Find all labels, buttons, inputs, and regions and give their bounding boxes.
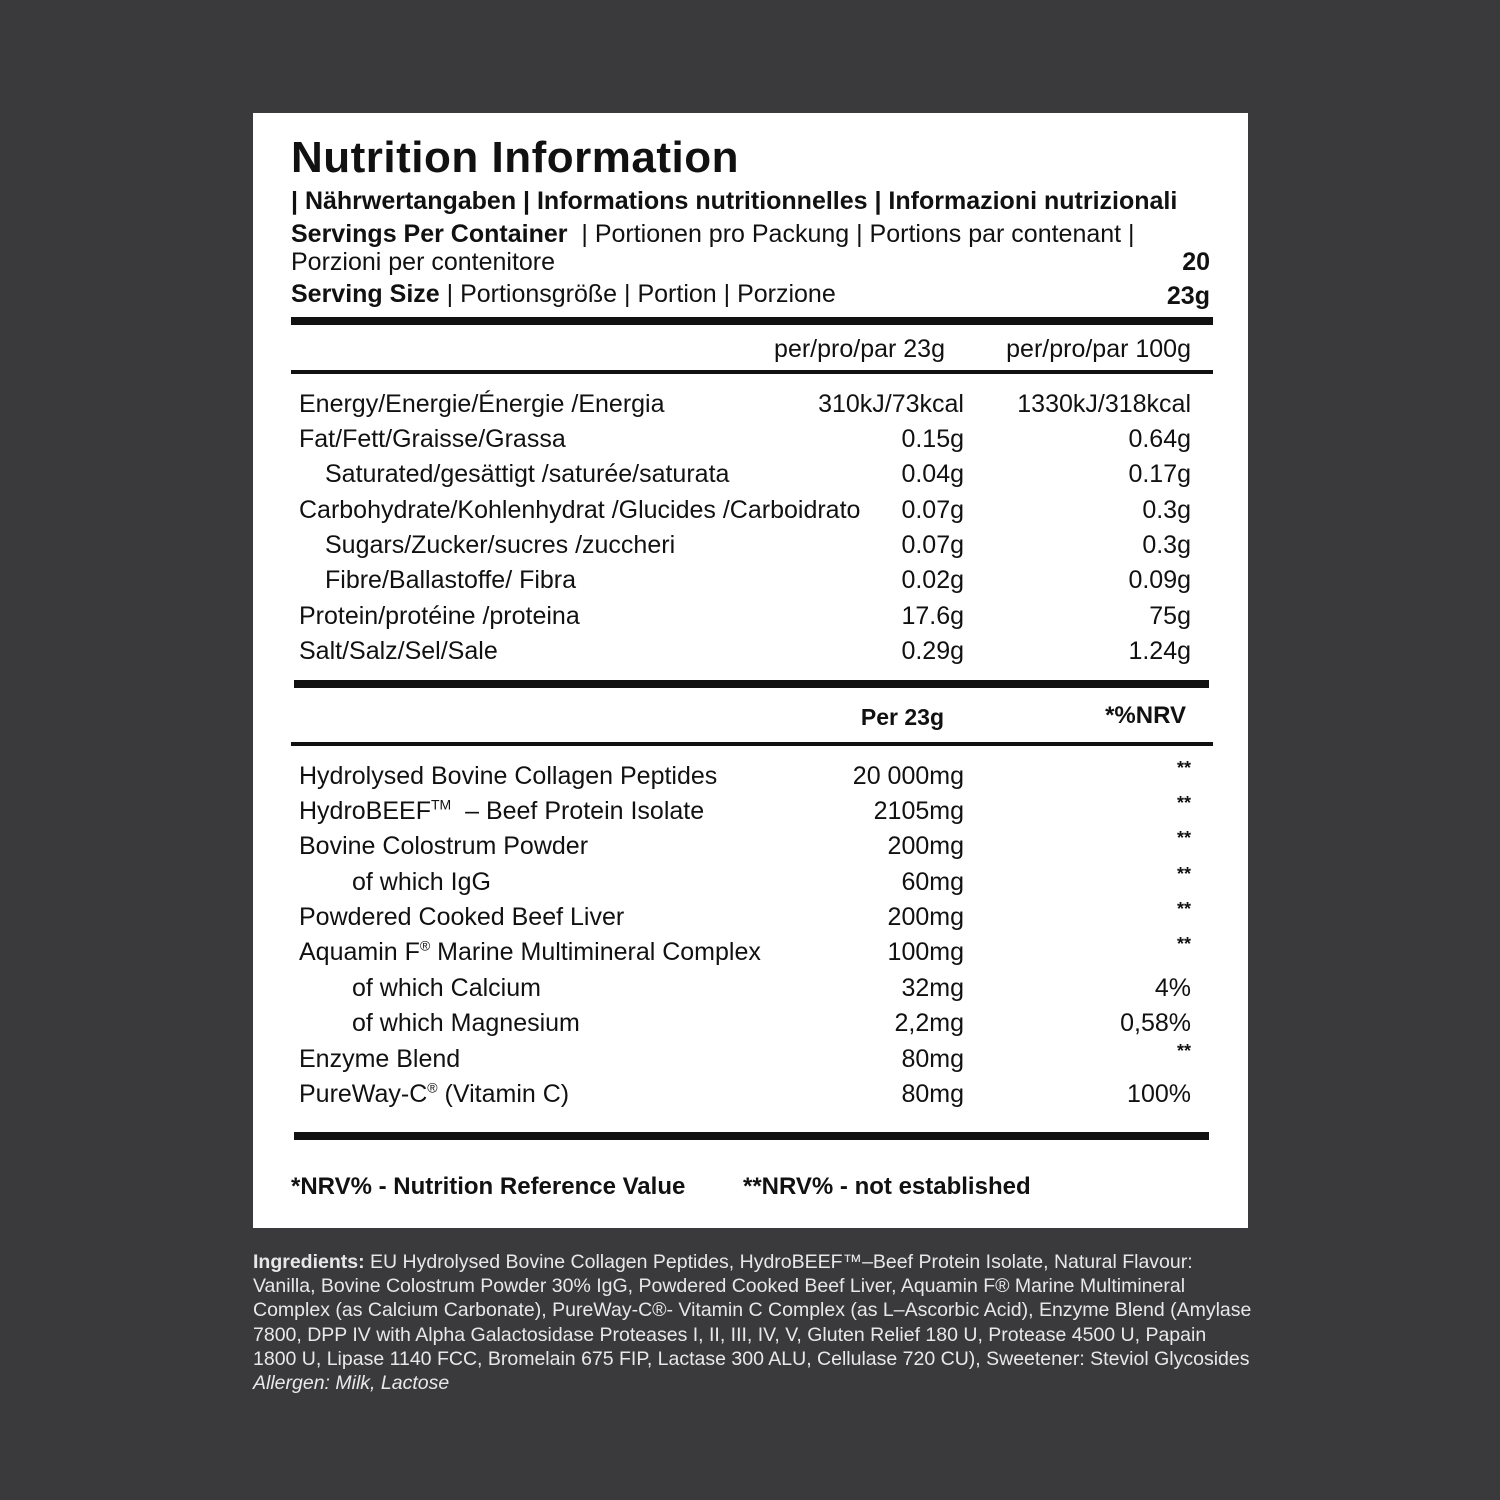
nutrition-row (253, 390, 1248, 426)
active-ingredient-row (253, 1009, 1248, 1045)
footnote-not-established: **NRV% - not established (743, 1173, 1031, 1200)
nutrition-panel (253, 113, 1248, 1228)
nutrition-row (253, 602, 1248, 638)
active-ingredient-row (253, 974, 1248, 1010)
active-ingredient-row (253, 864, 1248, 904)
active-ingredient-label (299, 1080, 569, 1109)
per-100g-value: 0.3g (1142, 496, 1191, 524)
trademark-mark: TM (430, 796, 452, 813)
per-100g-value: 0.17g (1128, 460, 1191, 488)
amount-per-serving: 60mg (901, 868, 964, 896)
per-100g-value: 75g (1149, 602, 1191, 630)
per-100g-value: 1.24g (1128, 637, 1191, 665)
per-serving-value: 310kJ/73kcal (818, 390, 964, 418)
ingredients-text: EU Hydrolysed Bovine Collagen Peptides, HydroBEEF™–Beef Protein Isolate, Natural Flavour: Vanilla, Bovine Colostrum Powder 30% IgG, Powdered Cooked Beef Liver, Aquamin F® Marine Multimineral Complex (as Calcium Carbonate), PureWay-C®- Vitamin C Complex (as L–Ascorbic Acid), Enzyme Blend (Amylase 7800, DPP IV with Alpha Galactosidase Proteases I, II, III, IV, V, Gluten Relief 180 U, Protease 4500 U, Papain 1800 U, Lipase 1140 FCC, Bromelain 675 FIP, Lactase 300 ALU, Cellulase 720 CU), Sweetener: Steviol Glycosides (253, 1251, 1252, 1370)
active-ingredient-row (253, 793, 1248, 833)
active-ingredient-row (253, 1080, 1248, 1116)
servings-per-container-label (291, 220, 1135, 249)
ingredient-name: Hydrolysed Bovine Collagen Peptides (299, 762, 718, 790)
serving-size-value: 23g (1166, 282, 1210, 310)
ingredient-name: PureWay-C (299, 1080, 428, 1108)
active-ingredient-label (352, 868, 491, 897)
active-ingredient-label (299, 797, 704, 826)
nutrient-label: Fibre/Ballastoffe/ Fibra (325, 566, 577, 594)
nrv-value: 4% (1154, 974, 1191, 1002)
ingredient-name: HydroBEEF (299, 797, 431, 825)
per-serving-value: 0.07g (901, 496, 964, 524)
nutrient-label: Protein/protéine /proteina (299, 602, 580, 630)
servings-label-translations: | Portionen pro Packung | Portions par contenant | (581, 220, 1135, 248)
nrv-value: ** (1176, 934, 1191, 954)
nutrition-row (253, 637, 1248, 673)
per-serving-value: 17.6g (901, 602, 964, 630)
active-ingredient-row (253, 758, 1248, 798)
ingredient-name-suffix: – Beef Protein Isolate (451, 797, 705, 825)
nutrition-row (253, 425, 1248, 461)
ingredient-name-suffix: (Vitamin C) (437, 1080, 570, 1108)
ingredient-name: of which IgG (352, 868, 491, 896)
thick-divider (291, 317, 1213, 325)
nutrition-row (253, 531, 1248, 567)
nrv-value: 100% (1127, 1080, 1191, 1108)
col-header-per-serving: per/pro/par 23g (774, 335, 945, 363)
col-header-per-23g: Per 23g (860, 704, 944, 730)
active-ingredient-row (253, 828, 1248, 868)
amount-per-serving: 80mg (901, 1080, 964, 1108)
active-ingredient-row (253, 899, 1248, 939)
nutrition-row (253, 496, 1248, 532)
allergen-statement: Allergen: Milk, Lactose (253, 1372, 450, 1395)
active-ingredient-label (352, 974, 541, 1003)
ingredient-name-suffix: Marine Multimineral Complex (430, 938, 761, 966)
per-100g-value: 0.09g (1128, 566, 1191, 594)
trademark-mark: ® (419, 937, 431, 954)
ingredient-name: of which Calcium (352, 974, 541, 1002)
nutrient-label: Salt/Salz/Sel/Sale (299, 637, 498, 665)
ingredient-name: Aquamin F (299, 938, 420, 966)
divider (291, 370, 1213, 374)
nutrient-label: Fat/Fett/Graisse/Grassa (299, 425, 566, 453)
active-ingredient-label (299, 762, 717, 791)
nrv-value: ** (1176, 793, 1191, 813)
amount-per-serving: 32mg (901, 974, 964, 1002)
amount-per-serving: 80mg (901, 1045, 964, 1073)
ingredient-name: of which Magnesium (352, 1009, 580, 1037)
page-title: Nutrition Information (291, 133, 739, 182)
nutrient-label: Sugars/Zucker/sucres /zuccheri (325, 531, 676, 559)
nutrient-label: Energy/Energie/Énergie /Energia (299, 390, 665, 418)
active-ingredient-label (299, 938, 761, 967)
col-header-nrv: *%NRV (1105, 702, 1186, 729)
nrv-value: ** (1176, 828, 1191, 848)
active-ingredient-row (253, 934, 1248, 974)
footnote-nrv: *NRV% - Nutrition Reference Value (291, 1173, 686, 1200)
amount-per-serving: 20 000mg (852, 762, 964, 790)
nrv-value: ** (1176, 864, 1191, 884)
servings-value: 20 (1182, 248, 1210, 276)
amount-per-serving: 200mg (887, 832, 964, 860)
thick-divider (294, 1132, 1209, 1140)
amount-per-serving: 200mg (887, 903, 964, 931)
per-serving-value: 0.04g (901, 460, 964, 488)
divider (291, 742, 1213, 746)
nrv-value: ** (1176, 758, 1191, 778)
amount-per-serving: 2,2mg (894, 1009, 964, 1037)
amount-per-serving: 2105mg (873, 797, 964, 825)
serving-size-label-bold: Serving Size (291, 280, 440, 308)
servings-label-line2: Porzioni per contenitore (291, 248, 556, 276)
active-ingredient-row (253, 1041, 1248, 1081)
ingredient-name: Powdered Cooked Beef Liver (299, 903, 625, 931)
nrv-value: 0,58% (1120, 1009, 1191, 1037)
multilingual-subtitle: | Nährwertangaben | Informations nutritionnelles | Informazioni nutrizionali (291, 187, 1178, 215)
ingredient-name: Bovine Colostrum Powder (299, 832, 589, 860)
servings-label-bold: Servings Per Container (291, 220, 568, 248)
active-ingredient-label (352, 1009, 580, 1038)
thick-divider (294, 680, 1209, 688)
per-100g-value: 1330kJ/318kcal (1017, 390, 1191, 418)
active-ingredient-label (299, 903, 624, 932)
col-header-per-100g: per/pro/par 100g (1006, 335, 1191, 363)
nrv-value: ** (1176, 899, 1191, 919)
active-ingredient-label (299, 1045, 460, 1074)
ingredients-block (253, 1250, 1253, 1395)
nutrient-label: Saturated/gesättigt /saturée/saturata (325, 460, 730, 488)
ingredients-lead: Ingredients: (253, 1251, 365, 1273)
serving-size-label (291, 280, 836, 309)
per-serving-value: 0.15g (901, 425, 964, 453)
nrv-value: ** (1176, 1041, 1191, 1061)
per-100g-value: 0.64g (1128, 425, 1191, 453)
ingredient-name: Enzyme Blend (299, 1045, 461, 1073)
per-serving-value: 0.29g (901, 637, 964, 665)
active-ingredient-label (299, 832, 588, 861)
amount-per-serving: 100mg (887, 938, 964, 966)
serving-size-label-translations: | Portionsgröße | Portion | Porzione (446, 280, 836, 308)
per-100g-value: 0.3g (1142, 531, 1191, 559)
per-serving-value: 0.07g (901, 531, 964, 559)
per-serving-value: 0.02g (901, 566, 964, 594)
nutrition-row (253, 460, 1248, 496)
nutrition-row (253, 566, 1248, 602)
nutrient-label: Carbohydrate/Kohlenhydrat /Glucides /Carboidrato (299, 496, 861, 524)
trademark-mark: ® (427, 1079, 438, 1096)
